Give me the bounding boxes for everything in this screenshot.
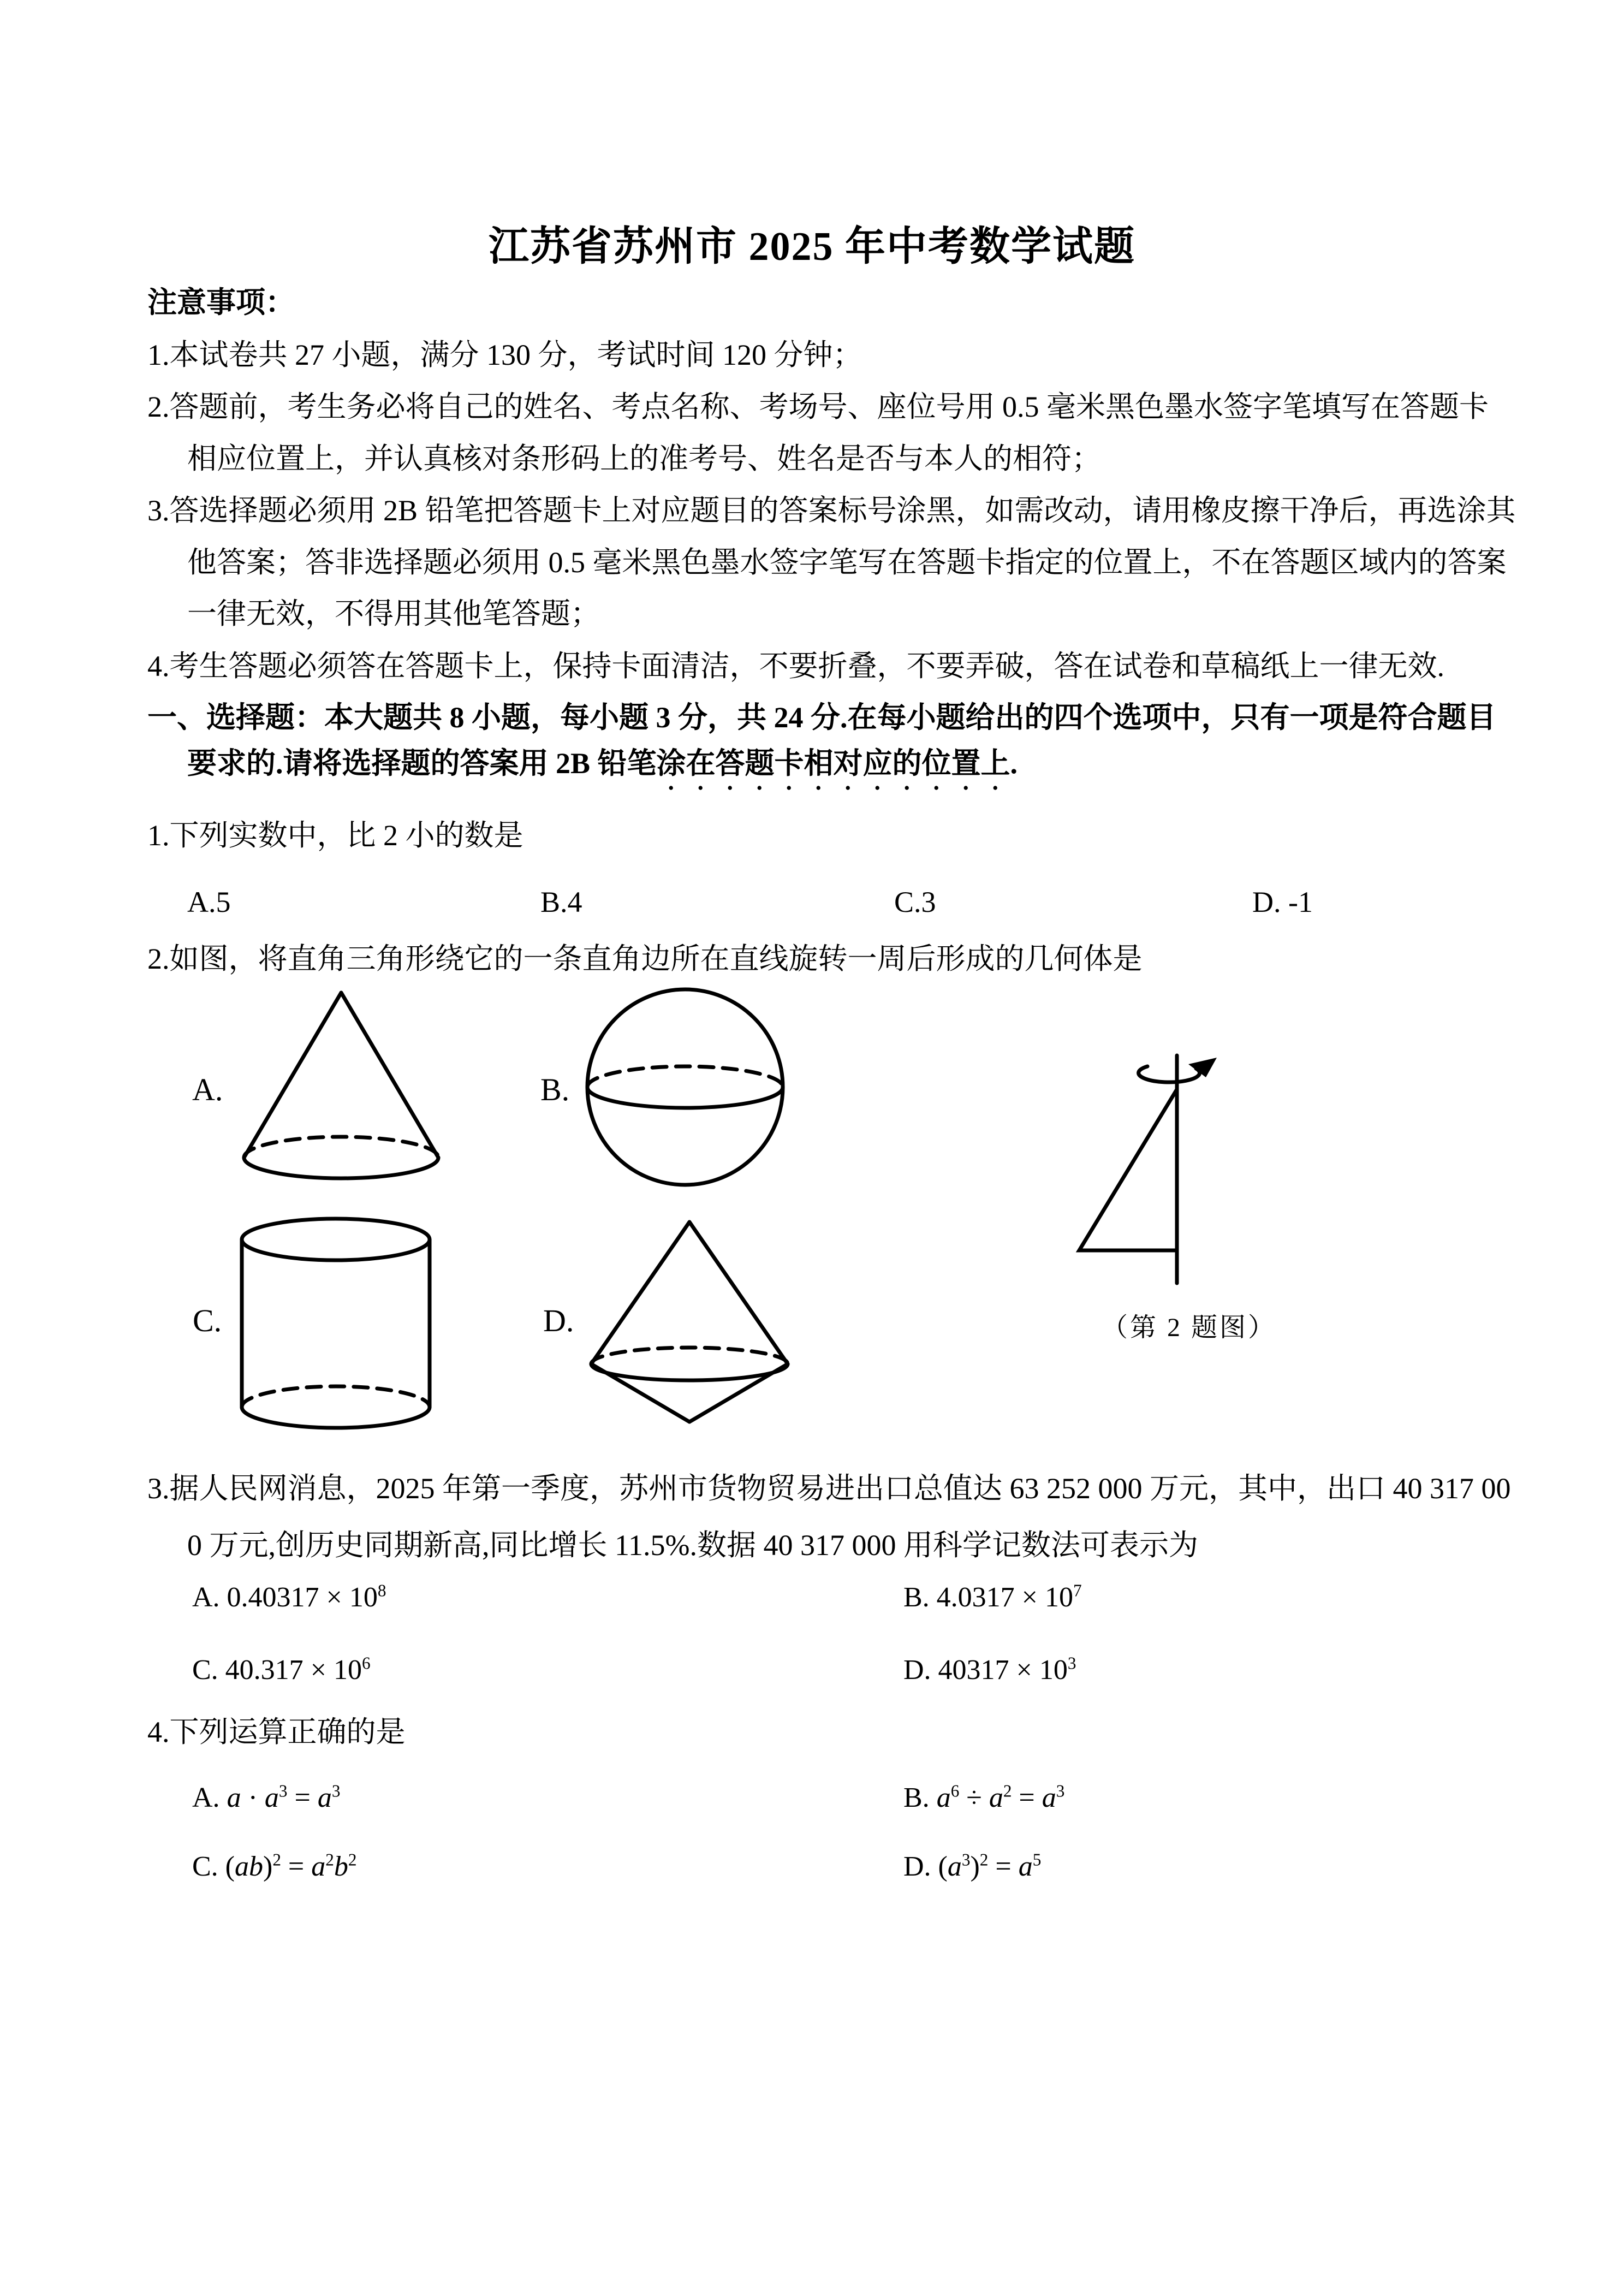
math-token: B. xyxy=(903,1782,937,1813)
question-2-option-a-label: A. xyxy=(192,1072,223,1107)
section1-header-suffix: . xyxy=(1010,747,1018,780)
notice-heading: 注意事项： xyxy=(147,286,295,319)
notice-item-2-line-1: 2.答题前，考生务必将自己的姓名、考点名称、考场号、座位号用 0.5 毫米黑色墨水签字笔填写在答题卡 xyxy=(147,390,1489,423)
notice-item-3-line-1: 3.答选择题必须用 2B 铅笔把答题卡上对应题目的答案标号涂黑，如需改动，请用橡皮擦干净后，再选涂其 xyxy=(147,494,1516,527)
math-token: = xyxy=(1012,1782,1042,1813)
math-token: a xyxy=(264,1782,279,1813)
question-2-stem: 2.如图，将直角三角形绕它的一条直角边所在直线旋转一周后形成的几何体是 xyxy=(147,942,1143,975)
question-2-figure-caption: （第 2 题图） xyxy=(1101,1313,1276,1342)
notice-item-4: 4.考生答题必须答在答题卡上，保持卡面清洁，不要折叠，不要弄破，答在试卷和草稿纸上一律无效. xyxy=(147,650,1444,683)
math-token: D. 40317 × 10 xyxy=(903,1654,1068,1686)
question-3-option-d xyxy=(903,1653,1076,1687)
section1-header-line-1: 一、选择题：本大题共 8 小题，每小题 3 分，共 24 分.在每小题给出的四个选项中，只有一项是符合题目 xyxy=(147,701,1496,734)
notice-item-3-line-2: 他答案；答非选择题必须用 0.5 毫米黑色墨水签字笔写在答题卡指定的位置上，不在答题区域内的答案 xyxy=(187,546,1507,579)
math-token: A. 0.40317 × 10 xyxy=(192,1582,378,1613)
sphere-figure xyxy=(585,987,785,1187)
question-3-option-a xyxy=(192,1581,386,1615)
notice-item-1: 1.本试卷共 27 小题，满分 130 分，考试时间 120 分钟； xyxy=(147,339,862,371)
math-token: C. 40.317 × 10 xyxy=(192,1654,362,1686)
math-token: 3 xyxy=(1067,1653,1076,1673)
question-4-stem: 4.下列运算正确的是 xyxy=(147,1716,406,1748)
math-token: ÷ xyxy=(959,1782,989,1813)
rotating-triangle-figure xyxy=(1051,1051,1220,1300)
question-1-option-b: B.4 xyxy=(540,886,582,918)
math-token: a xyxy=(1042,1782,1056,1813)
math-token: B. 4.0317 × 10 xyxy=(903,1582,1074,1613)
question-1-option-a: A.5 xyxy=(187,886,231,918)
math-token: ) xyxy=(263,1851,273,1882)
math-token: a xyxy=(947,1851,962,1882)
math-token: 3 xyxy=(1056,1781,1065,1801)
math-token: 7 xyxy=(1073,1581,1082,1600)
question-4-option-d xyxy=(903,1850,1041,1884)
math-token: · xyxy=(241,1782,265,1813)
question-3-stem-line-1: 3.据人民网消息，2025 年第一季度，苏州市货物贸易进出口总值达 63 252 000 万元，其中，出口 40 317 00 xyxy=(147,1472,1511,1505)
math-token: b xyxy=(334,1851,348,1882)
math-token: 2 xyxy=(325,1850,334,1870)
question-2-option-d-label: D. xyxy=(543,1303,574,1338)
question-1-option-d: D. -1 xyxy=(1252,886,1313,918)
math-token: a xyxy=(311,1851,326,1882)
question-2-option-b-label: B. xyxy=(540,1072,570,1107)
question-3-option-b xyxy=(903,1581,1082,1615)
math-token: 3 xyxy=(331,1781,341,1801)
question-1-stem: 1.下列实数中，比 2 小的数是 xyxy=(147,819,524,852)
question-1-option-c: C.3 xyxy=(894,886,936,918)
math-token: 5 xyxy=(1032,1850,1042,1870)
math-token: 2 xyxy=(348,1850,357,1870)
math-token: 2 xyxy=(1003,1781,1012,1801)
math-token: a xyxy=(1018,1851,1033,1882)
cylinder-figure xyxy=(237,1215,434,1431)
question-2-option-c-label: C. xyxy=(193,1303,222,1338)
math-token: a xyxy=(936,1782,951,1813)
question-3-option-c xyxy=(192,1653,371,1687)
math-token: C. ( xyxy=(192,1851,235,1882)
section1-header-emphasized: 涂在答题卡相对应的位置上 xyxy=(656,747,1010,780)
math-token: 2 xyxy=(979,1850,989,1870)
bicone-figure xyxy=(587,1217,792,1425)
math-token: = xyxy=(281,1851,312,1882)
math-token: ab xyxy=(235,1851,263,1882)
section1-header-prefix: 要求的.请将选择题的答案用 2B 铅笔 xyxy=(187,747,657,780)
section1-header-line-2 xyxy=(187,746,1018,796)
notice-item-3-line-3: 一律无效，不得用其他笔答题； xyxy=(187,597,600,630)
notice-item-2-line-2: 相应位置上，并认真核对条形码上的准考号、姓名是否与本人的相符； xyxy=(187,442,1101,475)
question-4-option-a xyxy=(192,1781,340,1815)
math-token: = xyxy=(988,1851,1019,1882)
math-token: 8 xyxy=(377,1581,386,1600)
math-token: 3 xyxy=(278,1781,288,1801)
math-token: 3 xyxy=(961,1850,971,1870)
math-token: ) xyxy=(970,1851,980,1882)
page-title: 江苏省苏州市 2025 年中考数学试题 xyxy=(489,224,1135,269)
cone-figure xyxy=(235,983,448,1182)
math-token: a xyxy=(227,1782,241,1813)
question-4-option-c xyxy=(192,1850,356,1884)
math-token: a xyxy=(989,1782,1003,1813)
math-token: 6 xyxy=(950,1781,960,1801)
math-token: a xyxy=(317,1782,332,1813)
math-token: A. xyxy=(192,1782,227,1813)
question-4-option-b xyxy=(903,1781,1064,1815)
math-token: = xyxy=(287,1782,318,1813)
math-token: D. ( xyxy=(903,1851,948,1882)
question-3-stem-line-2: 0 万元,创历史同期新高,同比增长 11.5%.数据 40 317 000 用科学记数法可表示为 xyxy=(187,1529,1198,1562)
math-token: 2 xyxy=(272,1850,281,1870)
math-token: 6 xyxy=(362,1653,371,1673)
